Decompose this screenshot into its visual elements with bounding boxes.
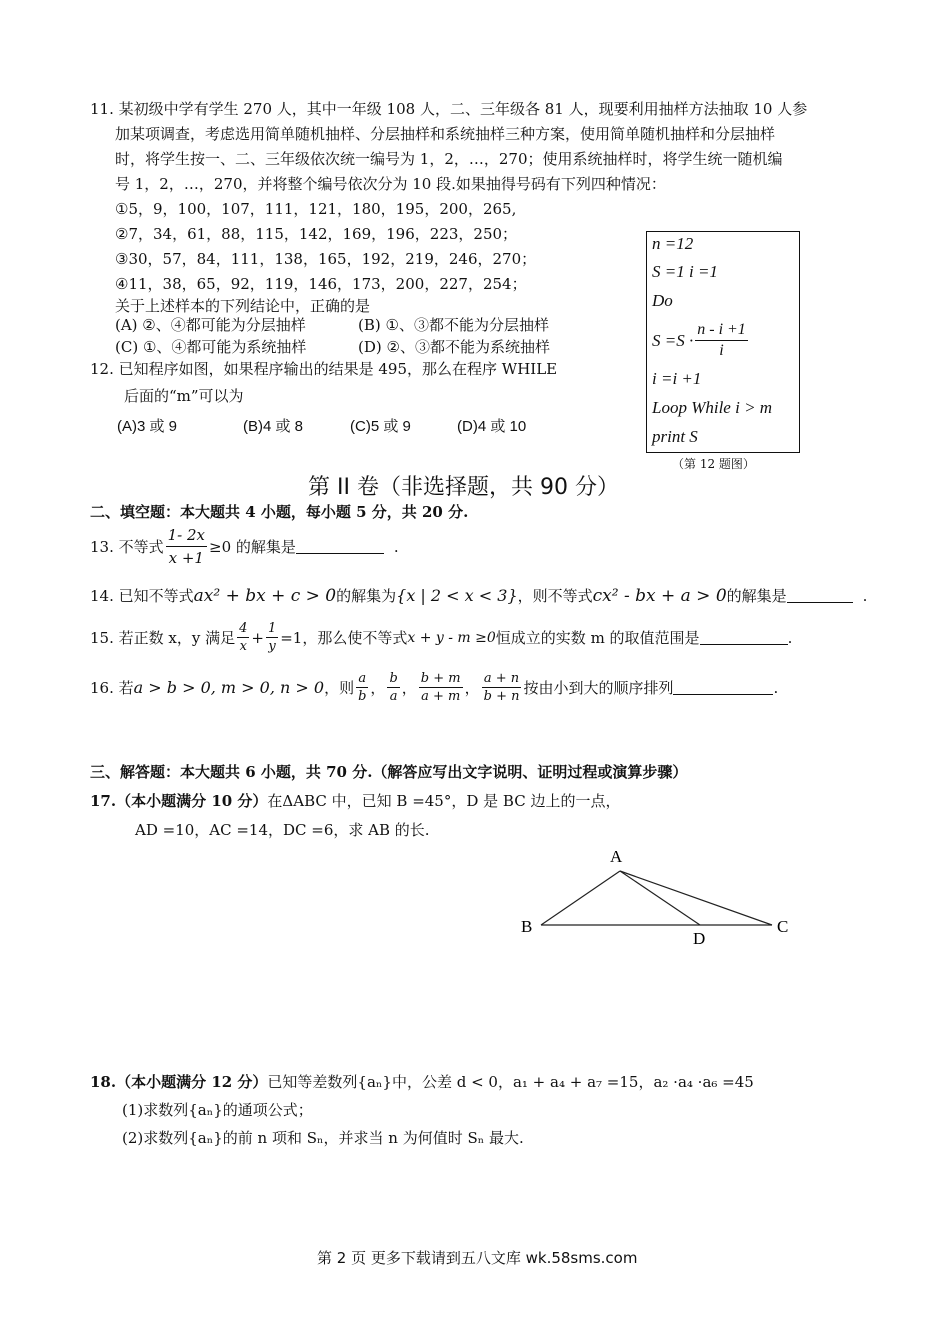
q12-option-d: (D)4 或 10 bbox=[457, 418, 527, 435]
q15-pre: 15. 若正数 x，y 满足 bbox=[90, 629, 236, 647]
q16-fraction-2-num: b bbox=[389, 671, 398, 686]
q13-post: ≥0 的解集是 bbox=[209, 538, 296, 556]
q16-fraction-4-den: b + n bbox=[483, 689, 520, 704]
q12-option-a: (A)3 或 9 bbox=[117, 418, 178, 435]
q18-text-1: 已知等差数列{aₙ}中，公差 d < 0，a₁ + a₄ + a₇ =15，a₂ ·a₄ ·a₆ =45 bbox=[267, 1073, 754, 1091]
q12-line2: 后面的“m”可以为 bbox=[124, 387, 244, 405]
q16-fraction-1-den: b bbox=[358, 689, 367, 704]
q11-line4: 号 1，2，…，270，并将整个编号依次分为 10 段.如果抽得号码有下列四种情况： bbox=[115, 175, 666, 193]
q16-fraction-3 bbox=[419, 670, 463, 705]
q15-ineq: x + y - m ≥0 bbox=[407, 629, 496, 646]
q16-condition: a > b > 0, m > 0, n > 0 bbox=[133, 678, 325, 697]
q15-fraction-2-num: 1 bbox=[267, 621, 277, 636]
q11-option-d: (D) ②、③都不能为系统抽样 bbox=[358, 338, 550, 356]
q17-line1 bbox=[90, 789, 620, 814]
point-c-label: C bbox=[777, 917, 789, 936]
segment-ab bbox=[541, 871, 620, 925]
q16: 16. 若 a > b > 0, m > 0, n > 0 ，则 $\frac{a}{b}$ ， $\frac{b}{a}$ ， $\frac{b + m}{a + m}$ ， $\frac{a + n}{b + n}$ 按由小到大的顺序排列 . bbox=[90, 671, 779, 704]
q15-fraction-1-den: x bbox=[239, 639, 247, 654]
q16-pre: 16. 若 bbox=[90, 679, 134, 697]
section-2-heading: 二、填空题：本大题共 4 小题，每小题 5 分，共 20 分. bbox=[90, 503, 469, 521]
q12-option-b: (B)4 或 8 bbox=[243, 418, 304, 435]
q12-line1: 12. 已知程序如图，如果程序输出的结果是 495，那么在程序 WHILE bbox=[90, 360, 558, 378]
q18-line1 bbox=[90, 1070, 754, 1095]
program-line-2: S =1 i =1 bbox=[652, 262, 718, 281]
point-d-label: D bbox=[693, 929, 706, 948]
q17-triangle-figure bbox=[510, 840, 800, 950]
q16-fraction-1-num: a bbox=[358, 671, 367, 686]
program-line-6: Loop While i > m bbox=[652, 398, 773, 417]
q13-fraction-den: x +1 bbox=[168, 549, 204, 567]
q17-label: 17.（本小题满分 10 分） bbox=[90, 792, 268, 810]
q13 bbox=[90, 524, 399, 569]
q17-text-1: 在ΔABC 中，已知 B =45°，D 是 BC 边上的一点， bbox=[267, 792, 621, 810]
q17-line2: AD =10，AC =14，DC =6，求 AB 的长. bbox=[135, 821, 430, 839]
q15-fraction-1-num: 4 bbox=[239, 621, 248, 636]
q16-fraction-4-num: a + n bbox=[483, 671, 520, 686]
q16-post: 按由小到大的顺序排列 bbox=[523, 679, 674, 697]
q16-fraction-4 bbox=[482, 670, 522, 705]
program-line-3: Do bbox=[652, 291, 673, 310]
q15-eq: =1，那么使不等式 bbox=[280, 629, 408, 647]
q14-post: 的解集是 bbox=[726, 587, 787, 605]
q16-answer-blank[interactable] bbox=[673, 680, 773, 695]
q13-fraction-num: 1- 2x bbox=[166, 524, 207, 547]
program-line-4 bbox=[652, 320, 750, 361]
q11-case2: ②7，34，61，88，115，142，169，196，223，250； bbox=[115, 225, 518, 243]
q11-option-a: (A) ②、④都可能为分层抽样 bbox=[115, 316, 306, 334]
segment-ac bbox=[620, 871, 772, 925]
q15-end: . bbox=[787, 628, 793, 647]
segment-ad bbox=[620, 871, 700, 925]
q16-fraction-2 bbox=[387, 670, 399, 705]
program-line-5: i =i +1 bbox=[652, 369, 702, 388]
q16-fraction-3-den: a + m bbox=[421, 689, 461, 704]
program-line-7: print S bbox=[652, 427, 698, 446]
q14 bbox=[90, 585, 867, 606]
q14-ineq1: ax² + bx + c > 0 bbox=[193, 585, 337, 606]
q11-case1: ①5，9，100，107，111，121，180，195，200，265, bbox=[115, 200, 517, 218]
section-2-title: 第 II 卷（非选择题，共 90 分） bbox=[308, 475, 619, 500]
program-box bbox=[646, 231, 800, 453]
page-footer: 第 2 页 更多下载请到五八文库 wk.58sms.com bbox=[317, 1249, 638, 1267]
q11-case3: ③30，57，84，111，138，165，192，219，246，270； bbox=[115, 250, 537, 268]
point-a-label: A bbox=[610, 847, 623, 866]
program-caption: （第 12 题图） bbox=[672, 457, 755, 471]
q13-answer-blank[interactable] bbox=[296, 539, 384, 554]
q11-line3: 时，将学生按一、二、三年级依次统一编号为 1，2，…，270；使用系统抽样时，将学生统一随机编 bbox=[115, 150, 783, 168]
q13-pre: 13. 不等式 bbox=[90, 538, 164, 556]
q16-fraction-2-den: a bbox=[389, 689, 398, 704]
q18-label: 18.（本小题满分 12 分） bbox=[90, 1073, 268, 1091]
q15-fraction-1 bbox=[237, 620, 249, 655]
section-3-heading: 三、解答题：本大题共 6 小题，共 70 分.（解答应写出文字说明、证明过程或演算步骤） bbox=[90, 763, 688, 781]
q18-part2: (2)求数列{aₙ}的前 n 项和 Sₙ，并求当 n 为何值时 Sₙ 最大. bbox=[122, 1129, 524, 1147]
program-line-4-lhs: S =S · bbox=[652, 330, 694, 350]
q11-option-b: (B) ①、③都不能为分层抽样 bbox=[358, 316, 549, 334]
q11-case4: ④11，38，65，92，119，146，173，200，227，254； bbox=[115, 275, 527, 293]
q14-end: . bbox=[862, 586, 868, 605]
q16-end: . bbox=[773, 678, 779, 697]
q11-line2: 加某项调查，考虑选用简单随机抽样、分层抽样和系统抽样三种方案，使用简单随机抽样和分层抽样 bbox=[115, 125, 776, 143]
q13-fraction bbox=[166, 524, 207, 569]
q14-pre: 14. 已知不等式 bbox=[90, 587, 194, 605]
q14-answer-blank[interactable] bbox=[787, 588, 853, 603]
q11-line1: 11. 某初级中学有学生 270 人，其中一年级 108 人，二、三年级各 81 人，现要利用抽样方法抽取 10 人参 bbox=[90, 100, 808, 118]
q16-fraction-3-num: b + m bbox=[420, 671, 461, 686]
q14-mid: 的解集为 bbox=[336, 587, 397, 605]
q15-fraction-2-den: y bbox=[268, 639, 276, 654]
q14-ineq2: cx² - bx + a > 0 bbox=[592, 585, 727, 606]
q15-post: 恒成立的实数 m 的取值范围是 bbox=[495, 629, 700, 647]
point-b-label: B bbox=[521, 917, 533, 936]
q14-mid2: ，则不等式 bbox=[517, 587, 593, 605]
program-fraction bbox=[695, 320, 748, 361]
q11-option-c: (C) ①、④都可能为系统抽样 bbox=[115, 338, 307, 356]
q15-answer-blank[interactable] bbox=[700, 630, 788, 645]
q15-plus: + bbox=[251, 628, 264, 647]
q14-set: {x | 2 < x < 3} bbox=[396, 586, 518, 605]
q12-option-c: (C)5 或 9 bbox=[350, 418, 411, 435]
q16-fraction-1 bbox=[356, 670, 368, 705]
q15-fraction-2 bbox=[266, 620, 278, 655]
q11-question: 关于上述样本的下列结论中，正确的是 bbox=[115, 297, 371, 315]
program-fraction-den: i bbox=[719, 342, 724, 359]
q13-end: . bbox=[393, 537, 399, 556]
program-fraction-num: n - i +1 bbox=[695, 320, 748, 341]
program-line-1: n =12 bbox=[652, 234, 694, 253]
q18-part1: (1)求数列{aₙ}的通项公式； bbox=[122, 1101, 313, 1119]
q15 bbox=[90, 620, 792, 655]
q16-mid: ，则 bbox=[324, 679, 355, 697]
